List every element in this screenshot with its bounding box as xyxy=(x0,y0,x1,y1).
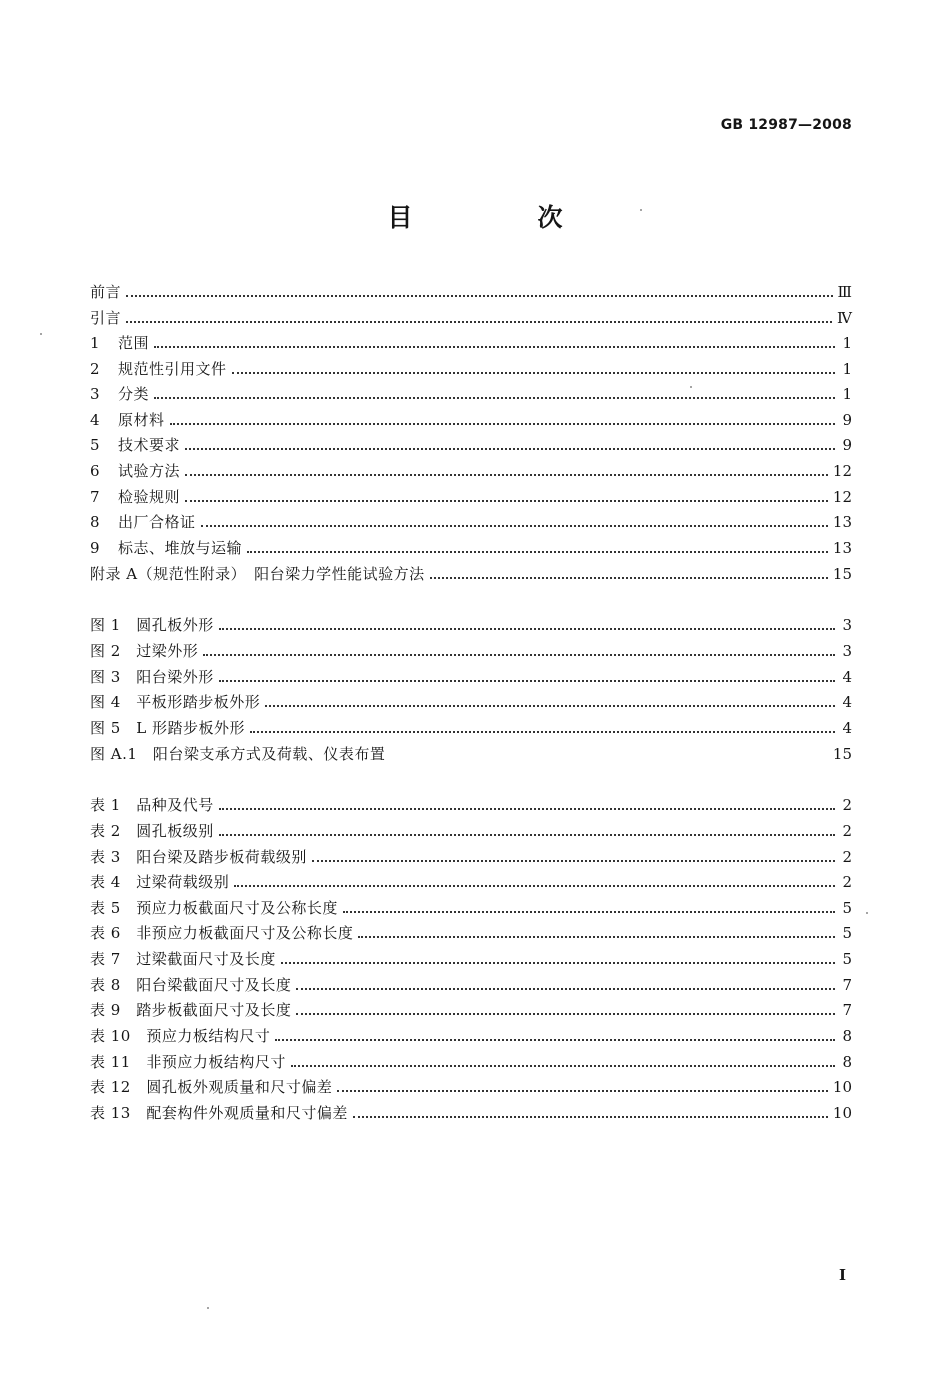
dot-leader xyxy=(337,1090,828,1092)
dot-leader xyxy=(296,988,835,990)
toc-entry-figure-3[interactable]: 图 3 阳台梁外形 4 xyxy=(90,668,852,686)
dot-leader xyxy=(265,705,835,707)
dot-leader xyxy=(126,321,832,323)
dot-leader xyxy=(430,577,828,579)
dot-leader xyxy=(232,372,835,374)
toc-entry-table-4[interactable]: 表 4 过梁荷载级别 2 xyxy=(90,873,852,891)
toc-entry-table-9[interactable]: 表 9 踏步板截面尺寸及长度 7 xyxy=(90,1001,852,1019)
dot-leader xyxy=(185,474,828,476)
toc-entry-table-13[interactable]: 表 13 配套构件外观质量和尺寸偏差 10 xyxy=(90,1104,852,1122)
toc-entry-table-5[interactable]: 表 5 预应力板截面尺寸及公称长度 5 xyxy=(90,899,852,917)
scan-speck xyxy=(640,209,642,211)
toc-entry-table-1[interactable]: 表 1 品种及代号 2 xyxy=(90,796,852,814)
toc-entry-table-3[interactable]: 表 3 阳台梁及踏步板荷载级别 2 xyxy=(90,848,852,866)
toc-entry-figure-5[interactable]: 图 5 L 形踏步板外形 4 xyxy=(90,719,852,737)
dot-leader xyxy=(343,911,835,913)
dot-leader xyxy=(250,731,835,733)
toc-entry-figure-4[interactable]: 图 4 平板形踏步板外形 4 xyxy=(90,693,852,711)
toc-entry-table-11[interactable]: 表 11 非预应力板结构尺寸 8 xyxy=(90,1053,852,1071)
dot-leader xyxy=(219,808,835,810)
dot-leader xyxy=(234,885,835,887)
toc-entry-section-2[interactable]: 2 规范性引用文件 1 xyxy=(90,360,852,378)
toc-entry-table-2[interactable]: 表 2 圆孔板级别 2 xyxy=(90,822,852,840)
toc-entry-foreword[interactable]: 前言 Ⅲ xyxy=(90,283,852,301)
dot-leader xyxy=(219,628,835,630)
dot-leader xyxy=(281,962,835,964)
toc-entry-table-7[interactable]: 表 7 过梁截面尺寸及长度 5 xyxy=(90,950,852,968)
dot-leader xyxy=(296,1013,835,1015)
dot-leader xyxy=(126,295,833,297)
dot-leader xyxy=(275,1039,835,1041)
standard-code: GB 12987—2008 xyxy=(720,117,852,133)
toc-entry-figure-a1[interactable]: 图 A.1 阳台梁支承方式及荷载、仪表布置 15 xyxy=(90,745,852,763)
toc-entry-section-4[interactable]: 4 原材料 9 xyxy=(90,411,852,429)
dot-leader xyxy=(219,680,835,682)
dot-leader xyxy=(185,448,835,450)
toc-entry-section-7[interactable]: 7 检验规则 12 xyxy=(90,488,852,506)
dot-leader xyxy=(312,860,835,862)
dot-leader xyxy=(185,500,828,502)
page-number: I xyxy=(838,1266,846,1284)
dot-leader xyxy=(219,834,835,836)
scan-speck xyxy=(207,1307,209,1309)
toc-entry-table-6[interactable]: 表 6 非预应力板截面尺寸及公称长度 5 xyxy=(90,924,852,942)
scan-speck xyxy=(690,386,692,388)
dot-leader xyxy=(201,525,828,527)
scan-speck xyxy=(40,333,42,335)
dot-leader xyxy=(358,936,835,938)
toc-entry-section-1[interactable]: 1 范围 1 xyxy=(90,334,852,352)
toc-entry-section-3[interactable]: 3 分类 1 xyxy=(90,385,852,403)
toc-entry-annex-a[interactable]: 附录 A（规范性附录） 阳台梁力学性能试验方法 15 xyxy=(90,565,852,583)
toc-entry-table-8[interactable]: 表 8 阳台梁截面尺寸及长度 7 xyxy=(90,976,852,994)
toc-entry-figure-1[interactable]: 图 1 圆孔板外形 3 xyxy=(90,616,852,634)
dot-leader xyxy=(353,1116,828,1118)
dot-leader xyxy=(291,1065,835,1067)
toc-entry-section-8[interactable]: 8 出厂合格证 13 xyxy=(90,513,852,531)
toc-entry-section-9[interactable]: 9 标志、堆放与运输 13 xyxy=(90,539,852,557)
dot-leader xyxy=(203,654,835,656)
toc-entry-table-10[interactable]: 表 10 预应力板结构尺寸 8 xyxy=(90,1027,852,1045)
page-title: 目 次 xyxy=(387,203,613,232)
scan-speck xyxy=(866,912,868,914)
toc-entry-table-12[interactable]: 表 12 圆孔板外观质量和尺寸偏差 10 xyxy=(90,1078,852,1096)
toc-entry-introduction[interactable]: 引言 Ⅳ xyxy=(90,309,852,327)
dot-leader xyxy=(170,423,835,425)
toc-entry-section-6[interactable]: 6 试验方法 12 xyxy=(90,462,852,480)
toc-entry-figure-2[interactable]: 图 2 过梁外形 3 xyxy=(90,642,852,660)
dot-leader xyxy=(154,397,835,399)
dot-leader xyxy=(154,346,835,348)
toc-entry-section-5[interactable]: 5 技术要求 9 xyxy=(90,436,852,454)
dot-leader xyxy=(390,757,827,759)
dot-leader xyxy=(247,551,828,553)
